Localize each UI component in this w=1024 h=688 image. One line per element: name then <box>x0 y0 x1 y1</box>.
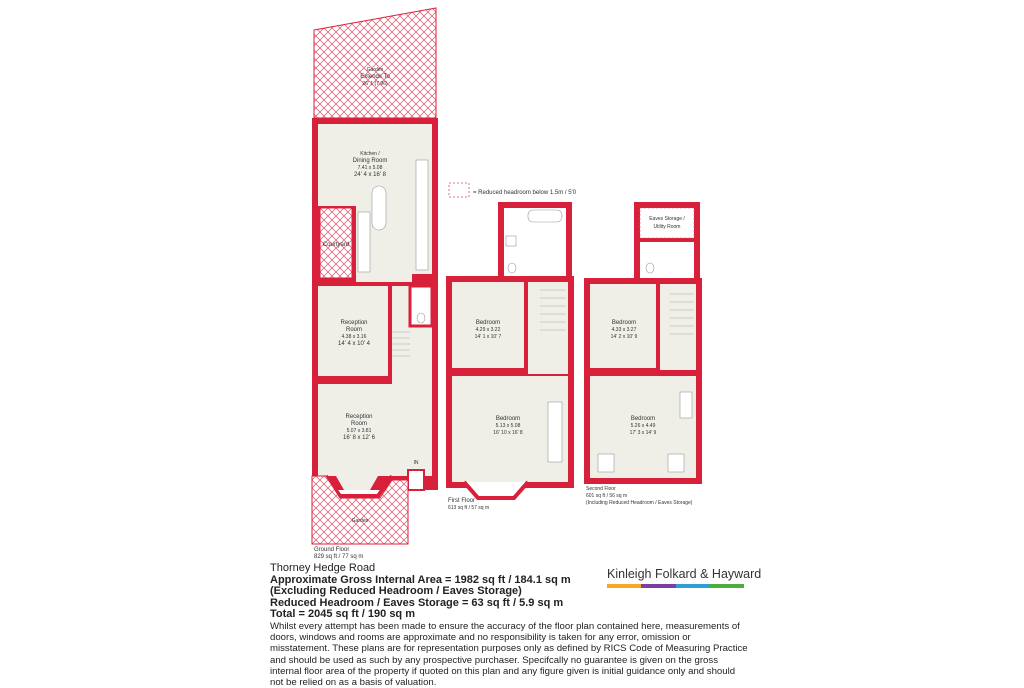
kitchen-dims-ft: 24' 4 x 16' 8 <box>354 172 386 178</box>
legend-text: = Reduced headroom below 1.5m / 5'0 <box>473 190 577 196</box>
first-basin <box>506 236 516 246</box>
second-landing <box>660 284 696 370</box>
second-bedroom-rear-dims-ft: 14' 2 x 10' 9 <box>610 334 638 340</box>
second-floor-title: Second Floor <box>586 486 616 492</box>
first-toilet <box>508 263 516 273</box>
gross-area: Approximate Gross Internal Area = 1982 sq ft / 184.1 sq m <box>270 573 571 586</box>
kitchen-label: Kitchen / <box>360 151 380 157</box>
reduced-headroom: Reduced Headroom / Eaves Storage = 63 sq ft / 5.9 sq m <box>270 596 564 609</box>
total-area: Total = 2045 sq ft / 190 sq m <box>270 608 415 621</box>
brand-logo <box>607 567 762 588</box>
rear-garden <box>314 8 436 118</box>
second-skylight <box>598 454 614 472</box>
second-bathroom <box>640 242 694 280</box>
brand-name: Kinleigh Folkard & Hayward <box>607 567 762 581</box>
reception-front-label: Reception <box>345 414 373 420</box>
second-bedroom-front-dims-ft: 17' 3 x 14' 9 <box>629 430 657 436</box>
first-wardrobe <box>548 402 562 462</box>
hall-counter <box>416 160 428 270</box>
brand-stripe-segment <box>676 584 710 588</box>
reception-rear-label: Reception <box>340 320 368 326</box>
second-bedroom-rear <box>590 284 656 368</box>
first-bedroom-front-label: Bedroom <box>495 416 521 422</box>
eaves-label: Eaves Storage / <box>649 216 685 222</box>
kitchen-dims-m: 7.41 x 5.08 <box>357 165 383 171</box>
kitchen-island <box>372 186 386 230</box>
reception-front-dims-ft: 16' 8 x 12' 6 <box>343 435 375 441</box>
first-bath <box>528 210 562 222</box>
reception-front-dims-m: 5.07 x 3.81 <box>346 428 372 434</box>
ground-floor <box>312 8 438 560</box>
front-door <box>408 470 424 490</box>
reception-rear-dims-m: 4.38 x 3.16 <box>341 334 367 340</box>
ground-floor-area: 829 sq ft / 77 sq m <box>314 554 364 560</box>
brand-stripe <box>607 584 744 588</box>
eaves-label: Utility Room <box>653 224 681 230</box>
second-skylight <box>668 454 684 472</box>
eaves-room <box>640 208 694 238</box>
front-garden-label: Garden <box>351 518 369 524</box>
kitchen-counter <box>358 212 370 272</box>
first-bedroom-rear-dims-ft: 14' 1 x 10' 7 <box>474 334 502 340</box>
second-toilet <box>646 263 654 273</box>
second-floor-note: (Including Reduced Headroom / Eaves Storage) <box>586 500 693 506</box>
brand-stripe-segment <box>607 584 641 588</box>
first-bedroom-front-dims-ft: 16' 10 x 16' 8 <box>493 430 523 436</box>
rear-garden-extent: 26' 1 (7.96) <box>362 81 388 87</box>
rear-garden-label: Garden <box>366 67 384 73</box>
address: Thorney Hedge Road <box>270 562 376 574</box>
second-bedroom-rear-dims-m: 4.33 x 3.27 <box>611 327 637 333</box>
disclaimer: Whilst every attempt has been made to ensure the accuracy of the floor plan contained here, measurements of doors, windows and rooms are approximate and no responsibility is taken for any error, omission or misstatement. These plans are for representation purposes only as defined by RICS Code of Measuring Practice and should be used as such by any prospective purchaser. Specifcally no guarantee is given on the gross internal floor area of the property if quoted on this plan and any figure given is initial guidance only and should not be relied on as a basis of valuation. <box>270 620 748 688</box>
first-floor-title: First Floor <box>448 498 475 504</box>
courtyard-label: Courtyard <box>322 242 350 248</box>
first-landing <box>528 282 568 374</box>
second-wardrobe <box>680 392 692 418</box>
excluding-note: (Excluding Reduced Headroom / Eaves Storage) <box>270 585 522 598</box>
first-bay-window <box>464 482 528 498</box>
first-bedroom-rear-dims-m: 4.29 x 3.22 <box>475 327 501 333</box>
brand-stripe-segment <box>641 584 675 588</box>
property-info <box>270 563 870 688</box>
second-bedroom-rear-label: Bedroom <box>611 320 637 326</box>
second-floor <box>584 202 702 506</box>
first-floor-area: 613 sq ft / 57 sq m <box>448 505 490 511</box>
second-bedroom-front-label: Bedroom <box>630 416 656 422</box>
ground-floor-title: Ground Floor <box>314 547 350 553</box>
legend-swatch <box>449 183 469 197</box>
brand-stripe-segment <box>710 584 744 588</box>
reception-rear-dims-ft: 14' 4 x 10' 4 <box>338 341 370 347</box>
first-floor <box>446 202 574 511</box>
kitchen-label: Dining Room <box>352 158 388 164</box>
wc-toilet <box>417 313 425 323</box>
reception-front-label: Room <box>350 421 368 427</box>
second-bedroom-front-dims-m: 5.26 x 4.49 <box>630 423 656 429</box>
legend <box>449 183 577 197</box>
second-floor-area: 601 sq ft / 56 sq m <box>586 493 628 499</box>
entrance-label: IN <box>413 460 419 466</box>
first-bedroom-front-dims-m: 5.13 x 5.08 <box>495 423 521 429</box>
rear-garden-label: Extends To <box>360 74 390 80</box>
first-bedroom-rear-label: Bedroom <box>475 320 501 326</box>
reception-rear-label: Room <box>345 327 363 333</box>
